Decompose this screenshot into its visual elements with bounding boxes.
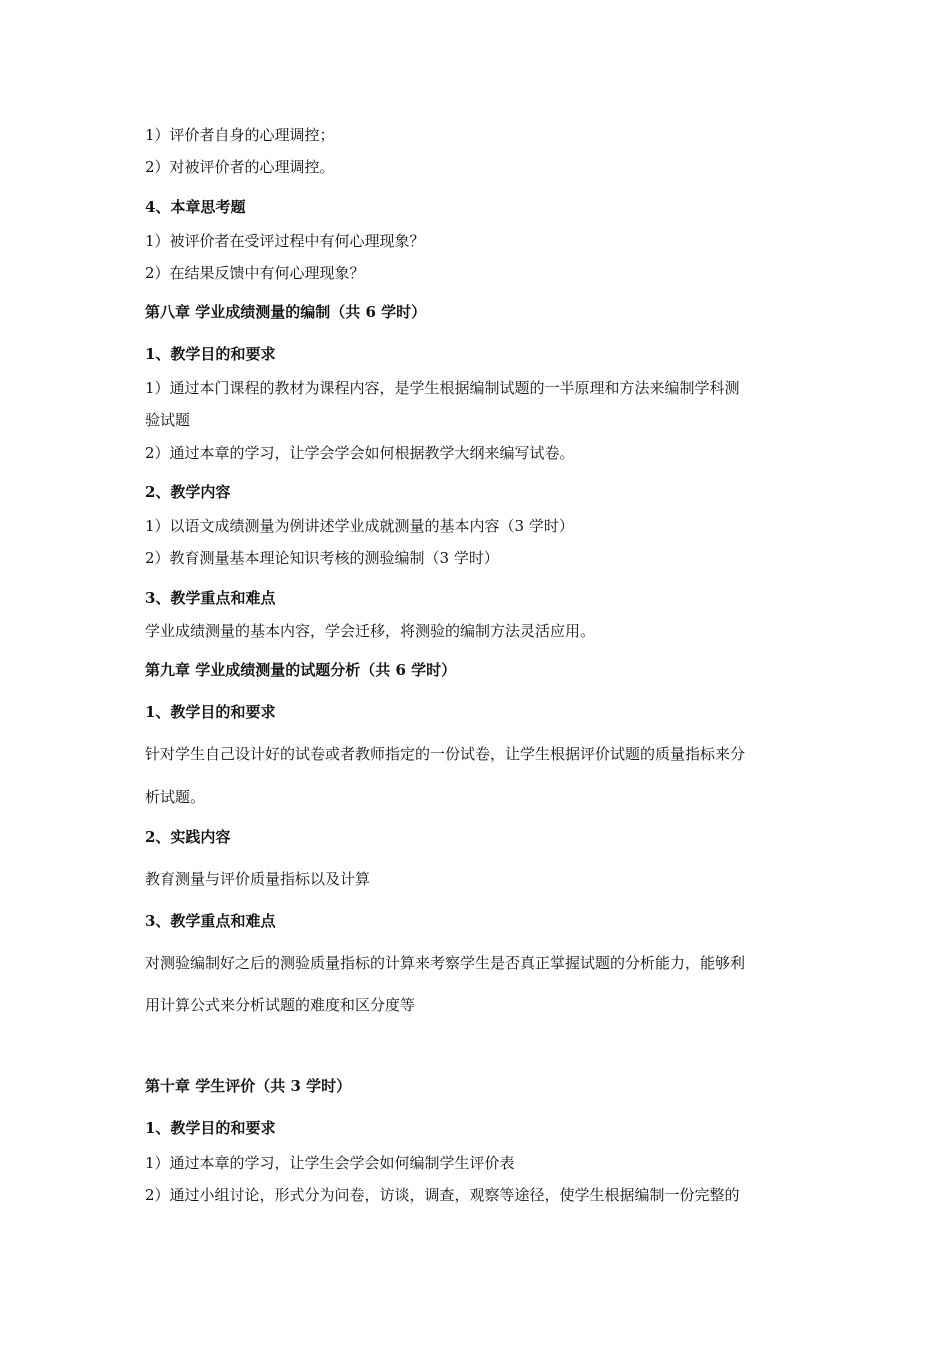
text-line: 用计算公式来分析试题的难度和区分度等 [145,996,416,1014]
section-heading: 4、本章思考题 [145,198,246,216]
text-line: 1）通过本门课程的教材为课程内容，是学生根据编制试题的一半原理和方法来编制学科测 [145,379,740,397]
section-heading: 1、教学目的和要求 [145,1119,276,1137]
text-line: 对测验编制好之后的测验质量指标的计算来考察学生是否真正掌握试题的分析能力，能够利 [145,954,746,972]
section-heading: 1、教学目的和要求 [145,345,276,363]
section-heading: 2、实践内容 [145,828,231,846]
chapter-heading: 第十章 学生评价（共 3 学时） [145,1077,352,1095]
text-line: 2）通过小组讨论，形式分为问卷，访谈，调查，观察等途径，使学生根据编制一份完整的 [145,1186,740,1204]
chapter-heading: 第九章 学业成绩测量的试题分析（共 6 学时） [145,661,457,679]
section-heading: 3、教学重点和难点 [145,912,276,930]
chapter-heading: 第八章 学业成绩测量的编制（共 6 学时） [145,303,427,321]
text-line: 针对学生自己设计好的试卷或者教师指定的一份试卷，让学生根据评价试题的质量指标来分 [145,745,746,763]
text-line: 1）以语文成绩测量为例讲述学业成就测量的基本内容（3 学时） [145,517,574,535]
section-heading: 3、教学重点和难点 [145,589,276,607]
text-line: 2）通过本章的学习，让学会学会如何根据教学大纲来编写试卷。 [145,444,575,462]
text-line: 教育测量与评价质量指标以及计算 [145,870,371,888]
text-line: 1）通过本章的学习，让学生会学会如何编制学生评价表 [145,1154,515,1172]
text-line: 2）对被评价者的心理调控。 [145,158,335,176]
text-line: 1）被评价者在受评过程中有何心理现象？ [145,232,425,250]
text-line: 2）在结果反馈中有何心理现象？ [145,264,365,282]
text-line: 析试题。 [145,788,206,806]
section-heading: 1、教学目的和要求 [145,703,276,721]
section-heading: 2、教学内容 [145,483,231,501]
text-line: 学业成绩测量的基本内容，学会迁移，将测验的编制方法灵活应用。 [145,622,596,640]
text-line: 2）教育测量基本理论知识考核的测验编制（3 学时） [145,549,499,567]
text-line: 验试题 [145,411,191,429]
text-line: 1）评价者自身的心理调控； [145,126,335,144]
